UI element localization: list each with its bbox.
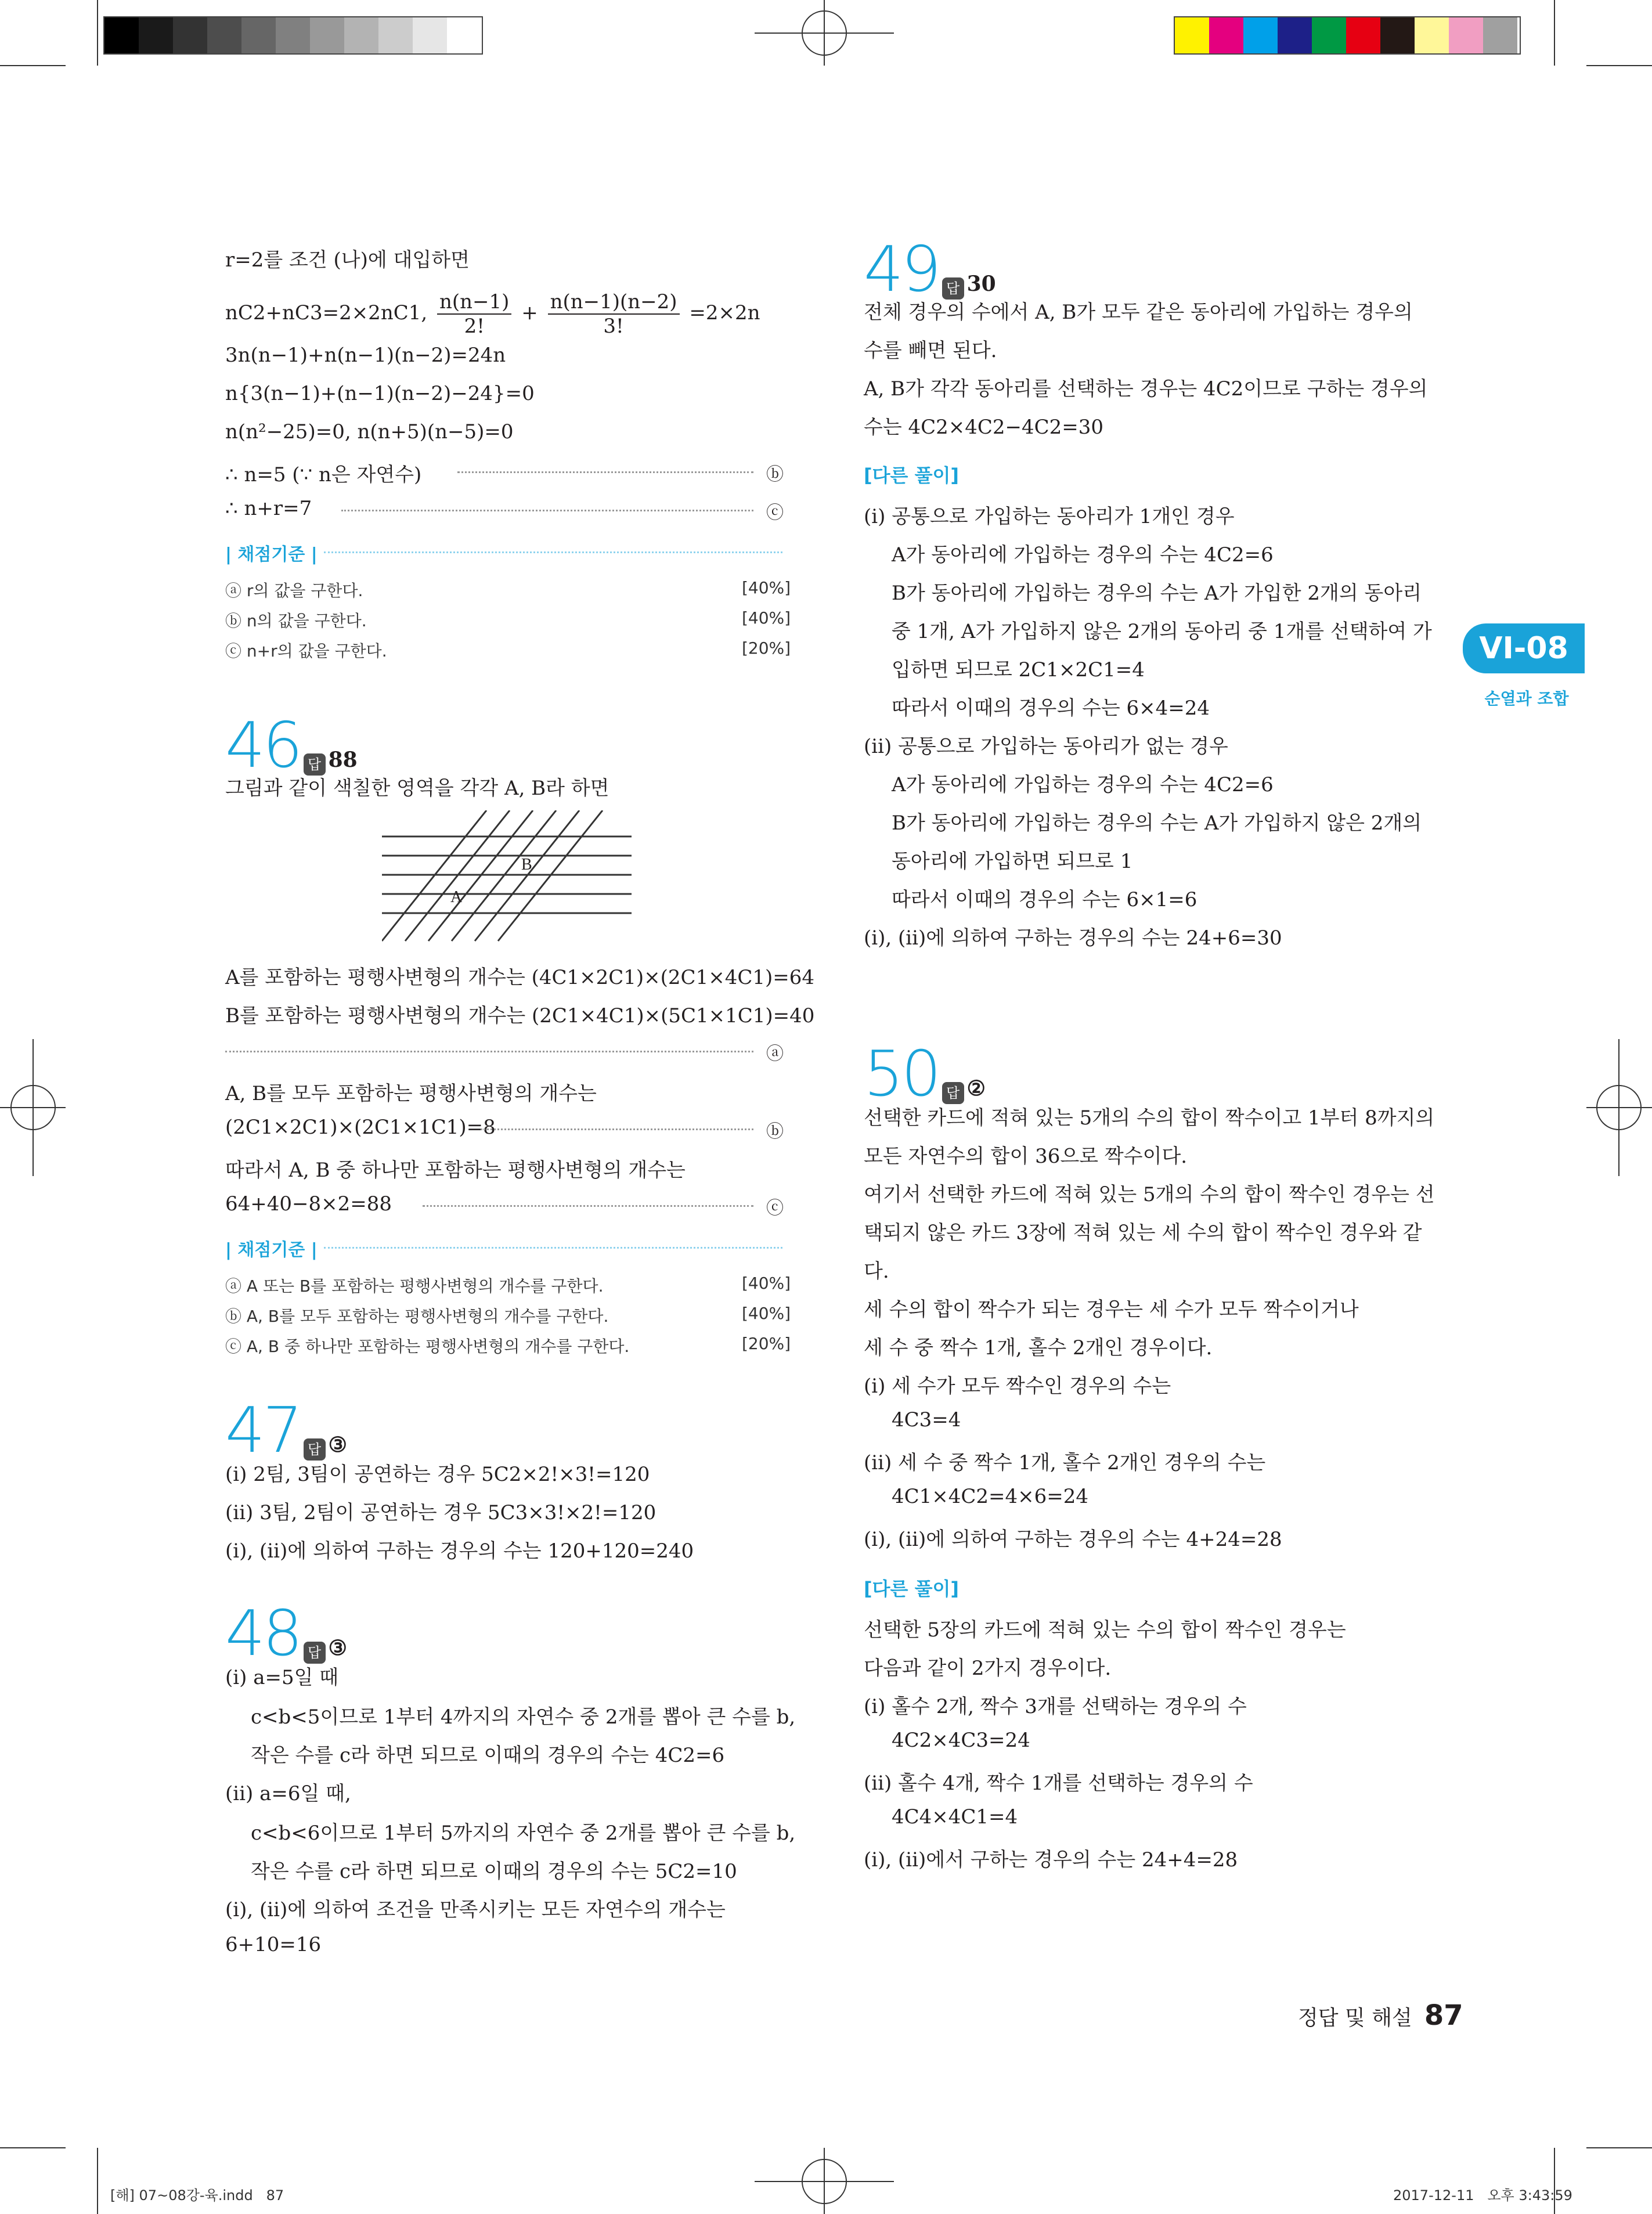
parallelogram-grid-figure	[382, 810, 637, 944]
criteria-title: | 채점기준 |	[225, 545, 318, 565]
problem-number: 48	[225, 1598, 301, 1670]
denominator: 2!	[464, 315, 485, 338]
criteria-item: ⓑ n의 값을 구한다.	[225, 611, 367, 630]
plus: +	[521, 301, 538, 324]
alternate-solution-title: [다른 풀이]	[864, 464, 960, 486]
criteria-item: ⓒ n+r의 값을 구한다.	[225, 641, 387, 661]
text-line: B를 포함하는 평행사변형의 개수는 (2C1×4C1)×(5C1×1C1)=40	[225, 1004, 815, 1027]
text-line: B가 동아리에 가입하는 경우의 수는 A가 가입하지 않은 2개의	[892, 812, 1422, 835]
problem-header	[225, 1598, 347, 1670]
problem-header	[864, 233, 996, 306]
text-line: A를 포함하는 평행사변형의 개수는 (4C1×2C1)×(2C1×4C1)=64	[225, 966, 814, 989]
step-marker: ⓐ	[766, 1044, 784, 1064]
text-line: (ⅱ) 홀수 4개, 짝수 1개를 선택하는 경우의 수	[864, 1772, 1253, 1795]
criteria-rule	[324, 1247, 782, 1249]
problem-number: 49	[864, 233, 939, 306]
fraction	[548, 290, 680, 338]
answer-value: ②	[966, 1076, 986, 1101]
problem-header	[864, 1038, 986, 1110]
step-marker: ⓒ	[766, 1198, 784, 1218]
text-line: 작은 수를 c라 하면 되므로 이때의 경우의 수는 4C2=6	[251, 1744, 725, 1767]
equation-part: =2×2n	[689, 301, 760, 324]
text-line: (ⅰ) a=5일 때	[225, 1666, 339, 1689]
denominator: 3!	[603, 315, 624, 338]
page-footer	[1298, 1999, 1463, 2032]
equation-part: nC2+nC3=2×2nC1,	[225, 301, 428, 324]
text-line: 동아리에 가입하면 되므로 1	[892, 850, 1133, 873]
problem-number: 47	[225, 1394, 301, 1467]
criteria-pct: [20%]	[742, 639, 791, 658]
text-line: 그림과 같이 색칠한 영역을 각각 A, B라 하면	[225, 777, 609, 800]
text-line: (ⅰ) 공통으로 가입하는 동아리가 1개인 경우	[864, 505, 1235, 528]
answer-badge: 답	[942, 1082, 964, 1104]
text-line: r=2를 조건 (나)에 대입하면	[225, 248, 470, 272]
text-line: 선택한 5장의 카드에 적혀 있는 수의 합이 짝수인 경우는	[864, 1618, 1346, 1642]
text-line: (ⅰ), (ⅱ)에서 구하는 경우의 수는 24+4=28	[864, 1848, 1238, 1872]
text-line: 모든 자연수의 합이 36으로 짝수이다.	[864, 1145, 1188, 1168]
criteria-item: ⓐ A 또는 B를 포함하는 평행사변형의 개수를 구한다.	[225, 1277, 604, 1296]
text-line: 중 1개, A가 가입하지 않은 2개의 동아리 중 1개를 선택하여 가	[892, 620, 1432, 643]
answer-badge: 답	[304, 1642, 326, 1664]
text-line: 다음과 같이 2가지 경우이다.	[864, 1657, 1112, 1680]
footer-label: 정답 및 해설	[1298, 2006, 1412, 2030]
text-line: 따라서 이때의 경우의 수는 6×4=24	[892, 697, 1210, 720]
text-line: 세 수의 합이 짝수가 되는 경우는 세 수가 모두 짝수이거나	[864, 1298, 1359, 1321]
left-column	[225, 0, 815, 2032]
leader-dots	[481, 1128, 753, 1130]
text-line: 수를 빼면 된다.	[864, 339, 997, 362]
page-number: 87	[1424, 1999, 1463, 2032]
criteria-pct: [40%]	[742, 608, 791, 628]
right-column	[864, 0, 1435, 2032]
text-line: ∴ n=5 (∵ n은 자연수)	[225, 463, 422, 486]
text-line: n{3(n−1)+(n−1)(n−2)−24}=0	[225, 382, 535, 405]
chapter-tab: VI-08	[1463, 623, 1585, 673]
numerator: n(n−1)	[437, 290, 511, 315]
answer-value: 88	[328, 748, 358, 772]
text-line: (ⅰ) 홀수 2개, 짝수 3개를 선택하는 경우의 수	[864, 1695, 1247, 1718]
text-line: 따라서 이때의 경우의 수는 6×1=6	[892, 888, 1197, 911]
leader-dots	[423, 1205, 753, 1207]
answer-value: ③	[328, 1636, 347, 1660]
step-marker: ⓑ	[766, 1122, 784, 1142]
slug-date: 2017-12-11 오후 3:43:59	[1393, 2187, 1572, 2204]
text-line: (ⅰ), (ⅱ)에 의하여 조건을 만족시키는 모든 자연수의 개수는	[225, 1898, 726, 1921]
answer-badge: 답	[304, 1438, 326, 1461]
text-line: 여기서 선택한 카드에 적혀 있는 5개의 수의 합이 짝수인 경우는 선	[864, 1183, 1435, 1206]
text-line: (ⅰ), (ⅱ)에 의하여 구하는 경우의 수는 120+120=240	[225, 1539, 694, 1563]
step-marker: ⓒ	[766, 503, 784, 523]
text-line: 선택한 카드에 적혀 있는 5개의 수의 합이 짝수이고 1부터 8까지의	[864, 1106, 1435, 1130]
chapter-subtitle: 순열과 조합	[1484, 689, 1569, 708]
equation-line	[225, 290, 760, 338]
text-line: 4C4×4C1=4	[892, 1805, 1018, 1829]
region-a-label: A	[450, 888, 463, 906]
problem-number: 50	[864, 1038, 939, 1110]
text-line: B가 동아리에 가입하는 경우의 수는 A가 가입한 2개의 동아리	[892, 582, 1422, 605]
text-line: (ⅱ) 3팀, 2팀이 공연하는 경우 5C3×3!×2!=120	[225, 1501, 657, 1524]
criteria-pct: [40%]	[742, 578, 791, 597]
text-line: 6+10=16	[225, 1933, 322, 1956]
text-line: 세 수 중 짝수 1개, 홀수 2개인 경우이다.	[864, 1336, 1213, 1360]
text-line: 입하면 되므로 2C1×2C1=4	[892, 658, 1145, 681]
text-line: 수는 4C2×4C2−4C2=30	[864, 416, 1104, 439]
region-b-label: B	[521, 856, 532, 874]
criteria-item: ⓑ A, B를 모두 포함하는 평행사변형의 개수를 구한다.	[225, 1307, 609, 1326]
text-line: 3n(n−1)+n(n−1)(n−2)=24n	[225, 344, 506, 367]
text-line: A, B가 각각 동아리를 선택하는 경우는 4C2이므로 구하는 경우의	[864, 377, 1428, 401]
criteria-item: ⓐ r의 값을 구한다.	[225, 581, 363, 600]
answer-badge: 답	[942, 277, 964, 300]
text-line: n(n²−25)=0, n(n+5)(n−5)=0	[225, 420, 514, 443]
leader-dots	[225, 1051, 753, 1052]
text-line: (2C1×2C1)×(2C1×1C1)=8	[225, 1116, 496, 1139]
problem-header	[225, 1394, 347, 1467]
text-line: (ⅰ), (ⅱ)에 의하여 구하는 경우의 수는 24+6=30	[864, 926, 1282, 950]
text-line: 4C2×4C3=24	[892, 1729, 1030, 1752]
numerator: n(n−1)(n−2)	[548, 290, 680, 315]
text-line: 4C1×4C2=4×6=24	[892, 1485, 1089, 1508]
leader-dots	[457, 471, 753, 473]
criteria-title: | 채점기준 |	[225, 1240, 318, 1260]
slug-file: [해] 07~08강-육.indd 87	[110, 2187, 284, 2204]
text-line: ∴ n+r=7	[225, 497, 312, 520]
text-line: (ⅰ) 2팀, 3팀이 공연하는 경우 5C2×2!×3!=120	[225, 1463, 650, 1486]
answer-badge: 답	[304, 753, 326, 776]
text-line: (ⅱ) 공통으로 가입하는 동아리가 없는 경우	[864, 735, 1228, 758]
text-line: c<b<5이므로 1부터 4까지의 자연수 중 2개를 뽑아 큰 수를 b,	[251, 1705, 796, 1729]
text-line: A가 동아리에 가입하는 경우의 수는 4C2=6	[892, 543, 1274, 567]
text-line: 택되지 않은 카드 3장에 적혀 있는 세 수의 합이 짝수인 경우와 같	[864, 1221, 1422, 1245]
text-line: 전체 경우의 수에서 A, B가 모두 같은 동아리에 가입하는 경우의	[864, 301, 1413, 324]
text-line: A가 동아리에 가입하는 경우의 수는 4C2=6	[892, 773, 1274, 796]
criteria-rule	[324, 551, 782, 553]
text-line: (ⅱ) 세 수 중 짝수 1개, 홀수 2개인 경우의 수는	[864, 1451, 1266, 1474]
text-line: 작은 수를 c라 하면 되므로 이때의 경우의 수는 5C2=10	[251, 1860, 737, 1883]
leader-dots	[341, 510, 753, 511]
answer-value: 30	[966, 272, 996, 296]
problem-number: 46	[225, 709, 301, 782]
criteria-pct: [20%]	[742, 1334, 791, 1353]
criteria-item: ⓒ A, B 중 하나만 포함하는 평행사변형의 개수를 구한다.	[225, 1337, 630, 1356]
text-line: c<b<6이므로 1부터 5까지의 자연수 중 2개를 뽑아 큰 수를 b,	[251, 1822, 796, 1845]
fraction	[437, 290, 511, 338]
text-line: (ⅰ) 세 수가 모두 짝수인 경우의 수는	[864, 1375, 1171, 1398]
alternate-solution-title: [다른 풀이]	[864, 1578, 960, 1600]
problem-header	[225, 709, 358, 782]
answer-value: ③	[328, 1433, 347, 1457]
text-line: (ⅰ), (ⅱ)에 의하여 구하는 경우의 수는 4+24=28	[864, 1528, 1282, 1551]
criteria-pct: [40%]	[742, 1304, 791, 1323]
criteria-pct: [40%]	[742, 1274, 791, 1293]
text-line: (ⅱ) a=6일 때,	[225, 1782, 351, 1805]
text-line: 64+40−8×2=88	[225, 1192, 392, 1216]
text-line: 4C3=4	[892, 1408, 961, 1431]
text-line: A, B를 모두 포함하는 평행사변형의 개수는	[225, 1082, 597, 1105]
text-line: 따라서 A, B 중 하나만 포함하는 평행사변형의 개수는	[225, 1159, 686, 1182]
step-marker: ⓑ	[766, 464, 784, 485]
text-line: 다.	[864, 1260, 889, 1283]
